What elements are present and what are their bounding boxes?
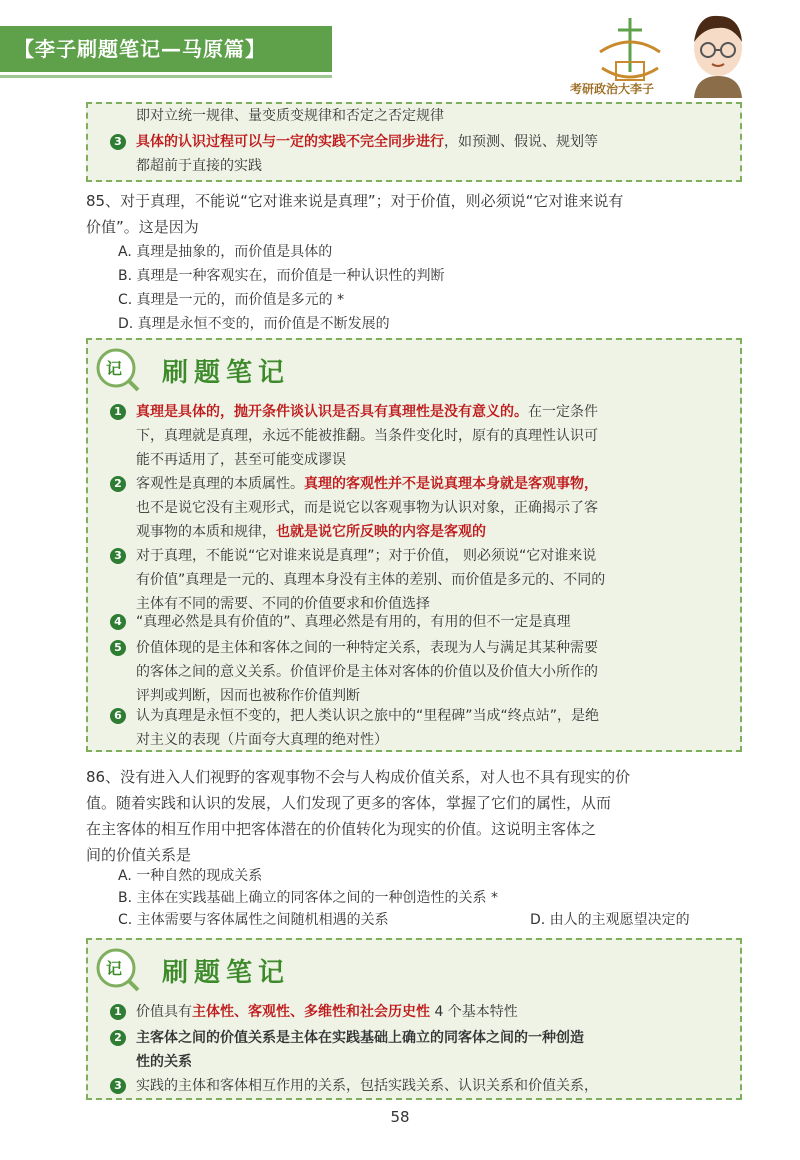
item-text: 能不再适用了，甚至可能变成谬误 bbox=[136, 452, 346, 468]
page-number: 58 bbox=[390, 1108, 410, 1126]
item-text: 的客体之间的意义关系。价值评价是主体对客体的价值以及价值大小所作的 bbox=[136, 664, 598, 680]
notes-top-line-text: 即对立统一规律、量变质变规律和否定之否定规律 bbox=[136, 108, 444, 124]
number-badge: 1 bbox=[110, 404, 126, 420]
number-badge: 3 bbox=[110, 134, 126, 150]
option-c-correct: C. 真理是一元的，而价值是多元的 * bbox=[118, 292, 345, 308]
logo-text: 考研政治大李子 bbox=[570, 82, 655, 96]
item-text: 价值体现的是主体和客体之间的一种特定关系，表现为人与满足其某种需要 bbox=[136, 640, 598, 656]
item-text: 认为真理是永恒不变的，把人类认识之旅中的“里程碑”当成“终点站”，是绝 bbox=[136, 708, 600, 724]
notes1-item-1 bbox=[114, 400, 732, 472]
notes-title: 刷题笔记 bbox=[162, 358, 291, 388]
item-text: 下，真理就是真理，永远不能被推翻。当条件变化时，原有的真理性认识可 bbox=[136, 428, 598, 444]
number-badge: 2 bbox=[110, 1030, 126, 1046]
item-text: 评判或判断，因而也被称作价值判断 bbox=[136, 688, 360, 704]
item-text: 也不是说它没有主观形式，而是说它以客观事物为认识对象，正确揭示了客 bbox=[136, 500, 598, 516]
notes1-item-3 bbox=[114, 544, 732, 616]
question-stem-line: 值。随着实践和认识的发展，人们发现了更多的客体，掌握了它们的属性，从而 bbox=[86, 794, 612, 812]
notes1-item-6 bbox=[114, 704, 732, 752]
number-badge: 2 bbox=[110, 476, 126, 492]
question-stem-line: 价值”。这是因为 bbox=[86, 218, 199, 236]
item-text: 客观性是真理的本质属性。 bbox=[136, 476, 304, 492]
item-text: 在一定条件 bbox=[528, 404, 598, 420]
item-text: 4 个基本特性 bbox=[434, 1004, 518, 1020]
notes2-item-2 bbox=[114, 1026, 732, 1074]
option-b: B. 真理是一种客观实在，而价值是一种认识性的判断 bbox=[118, 268, 445, 284]
key-point-text: 性的关系 bbox=[136, 1054, 192, 1070]
number-badge: 1 bbox=[110, 1004, 126, 1020]
question-stem-line: 间的价值关系是 bbox=[86, 846, 192, 864]
key-point-text: 也就是说它所反映的内容是客观的 bbox=[276, 524, 486, 540]
notes-top-line bbox=[136, 104, 732, 128]
key-point-text: 真理是具体的，抛开条件谈认识是否具有真理性是没有意义的。 bbox=[136, 404, 528, 420]
question-stem-line: 在主客体的相互作用中把客体潜在的价值转化为现实的价值。这说明主客体之 bbox=[86, 820, 597, 838]
number-badge: 4 bbox=[110, 614, 126, 630]
option-d: D. 由人的主观愿望决定的 bbox=[530, 912, 690, 928]
notes-header-2 bbox=[92, 944, 392, 1000]
key-point-text: 真理的客观性并不是说真理本身就是客观事物， bbox=[304, 476, 598, 492]
item-text: 主体有不同的需要、不同的价值要求和价值选择 bbox=[136, 596, 430, 612]
item-text: 有价值”真理是一元的、真理本身没有主体的差别、而价值是多元的、不同的 bbox=[136, 572, 606, 588]
notes1-item-5 bbox=[114, 636, 732, 708]
number-badge: 5 bbox=[110, 640, 126, 656]
question-stem-line: 86、没有进入人们视野的客观事物不会与人构成价值关系，对人也不具有现实的价 bbox=[86, 768, 631, 786]
header-title-banner bbox=[0, 26, 332, 72]
notes1-item-4 bbox=[114, 610, 732, 634]
notes-top-item-3 bbox=[114, 130, 732, 178]
avatar bbox=[686, 10, 750, 98]
item-text: “真理必然是具有价值的”、真理必然是有用的，有用的但不一定是真理 bbox=[136, 614, 571, 630]
notes2-item-1 bbox=[114, 1000, 732, 1024]
notes-badge-text: 记 bbox=[106, 959, 123, 978]
item-text: 都超前于直接的实践 bbox=[136, 158, 262, 174]
question-86-stem bbox=[86, 764, 746, 868]
option-d: D. 真理是永恒不变的，而价值是不断发展的 bbox=[118, 316, 390, 332]
question-85-stem bbox=[86, 188, 746, 240]
key-point-text: 主客体之间的价值关系是主体在实践基础上确立的同客体之间的一种创造 bbox=[136, 1030, 584, 1046]
option-b-correct: B. 主体在实践基础上确立的同客体之间的一种创造性的关系 * bbox=[118, 890, 498, 906]
option-a: A. 真理是抽象的，而价值是具体的 bbox=[118, 244, 333, 260]
notes-header-1 bbox=[92, 344, 392, 400]
option-a: A. 一种自然的现成关系 bbox=[118, 868, 263, 884]
notes1-item-2 bbox=[114, 472, 732, 544]
item-text: 价值具有 bbox=[136, 1004, 192, 1020]
key-point-text: 具体的认识过程可以与一定的实践不完全同步进行 bbox=[136, 134, 444, 150]
item-text: ，如预测、假说、规划等 bbox=[444, 134, 598, 150]
item-text: 对于真理，不能说“它对谁来说是真理”；对于价值， 则必须说“它对谁来说 bbox=[136, 548, 597, 564]
notes-badge-text: 记 bbox=[106, 359, 123, 378]
item-text: 观事物的本质和规律， bbox=[136, 524, 276, 540]
item-text: 实践的主体和客体相互作用的关系，包括实践关系、认识关系和价值关系， bbox=[136, 1078, 598, 1094]
option-c: C. 主体需要与客体属性之间随机相遇的关系 bbox=[118, 912, 389, 928]
notes2-item-3 bbox=[114, 1074, 732, 1098]
key-point-text: 主体性、客观性、多维性和社会历史性 bbox=[192, 1004, 430, 1020]
number-badge: 3 bbox=[110, 548, 126, 564]
header-title: 【李子刷题笔记—马原篇】 bbox=[14, 37, 266, 61]
item-text: 对主义的表现（片面夸大真理的绝对性） bbox=[136, 732, 388, 748]
notes-title: 刷题笔记 bbox=[162, 958, 291, 988]
number-badge: 6 bbox=[110, 708, 126, 724]
number-badge: 3 bbox=[110, 1078, 126, 1094]
question-stem-line: 85、对于真理，不能说“它对谁来说是真理”；对于价值，则必须说“它对谁来说有 bbox=[86, 192, 624, 210]
